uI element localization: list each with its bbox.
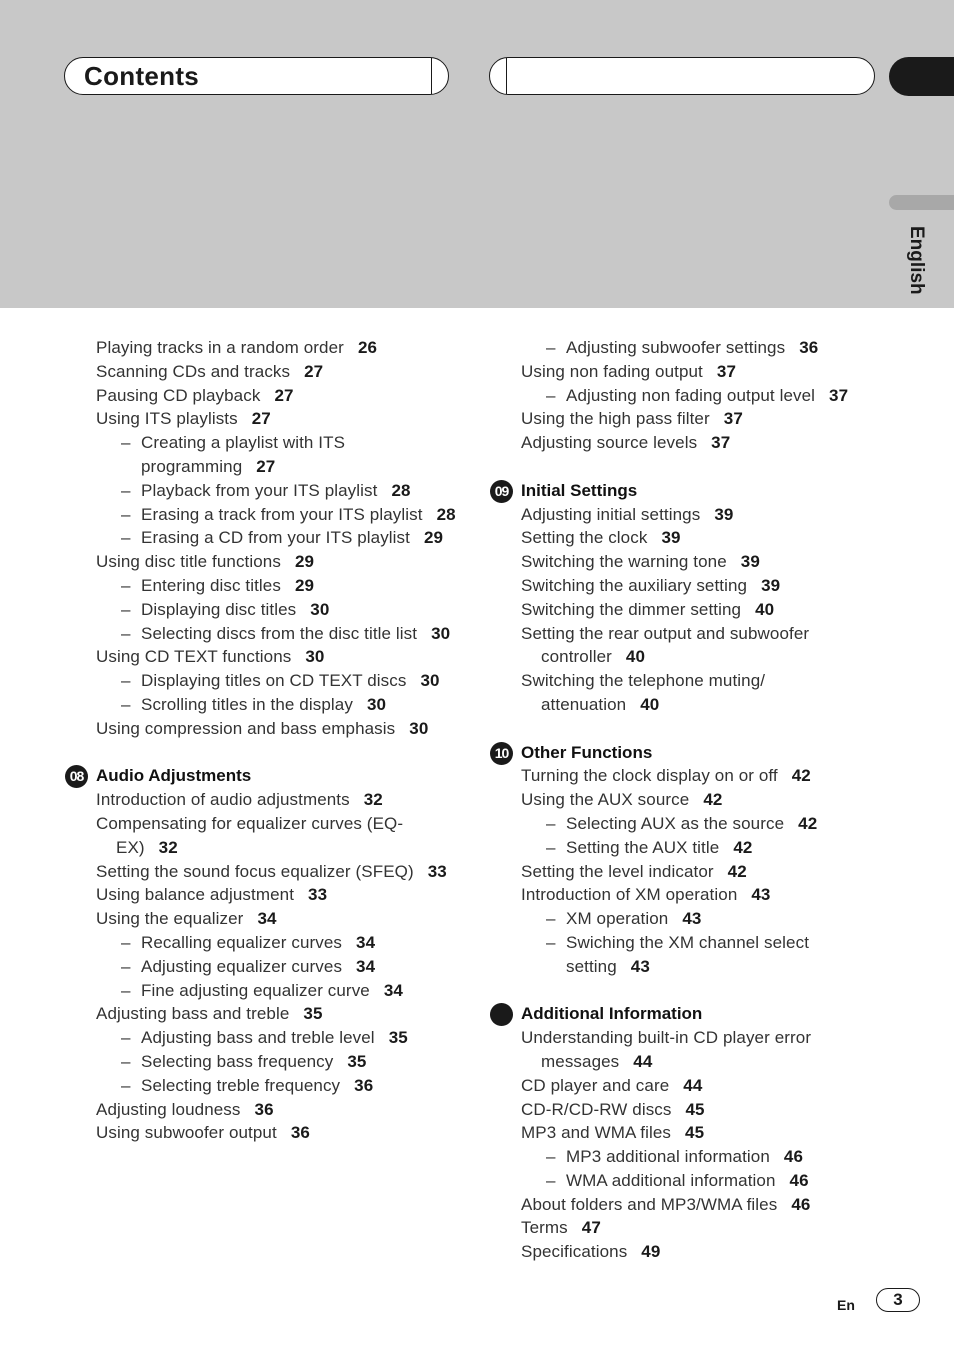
toc-page-number: 47 (581, 1218, 601, 1238)
toc-entry-text: Swiching the XM channel select setting (566, 932, 810, 976)
toc-entry[interactable] (521, 1098, 881, 1122)
subentry-dash: – (546, 813, 556, 833)
toc-entry[interactable] (521, 1240, 881, 1264)
toc-page-number: 32 (363, 790, 383, 810)
toc-entry-text: Using the equalizer (96, 909, 244, 929)
toc-page-number: 30 (366, 694, 387, 714)
toc-page-number: 35 (388, 1028, 408, 1048)
toc-right-column (494, 336, 881, 1264)
toc-entry-text: Switching the warning tone (521, 552, 727, 572)
subentry-dash: – (121, 433, 131, 453)
toc-entry-text: Switching the dimmer setting (521, 599, 742, 619)
toc-entry-text: Compensating for equalizer curves (EQ-EX) (96, 813, 404, 857)
toc-entry[interactable] (96, 717, 456, 741)
toc-page-number: 42 (791, 766, 811, 786)
toc-entry-text: Specifications (521, 1242, 628, 1262)
toc-entry-text: Adjusting initial settings (521, 504, 701, 524)
toc-entry[interactable] (96, 645, 456, 669)
toc-entry-text: Setting the level indicator (521, 861, 714, 881)
subentry-dash: – (546, 837, 556, 857)
toc-page-number: 37 (723, 409, 743, 429)
language-label: English (906, 226, 927, 295)
toc-entry[interactable] (521, 526, 881, 550)
toc-entry[interactable] (521, 1193, 881, 1217)
toc-entry[interactable] (96, 860, 456, 884)
toc-entry-text: Introduction of audio adjustments (96, 790, 350, 810)
toc-page-number: 27 (304, 361, 324, 381)
toc-page-number: 33 (308, 885, 328, 905)
toc-page-number: 35 (347, 1051, 367, 1071)
toc-entry[interactable] (521, 598, 881, 622)
toc-page-number: 26 (357, 338, 378, 357)
toc-page-number: 45 (685, 1123, 705, 1143)
toc-entry-text: Adjusting source levels (521, 433, 698, 453)
toc-entry-text: Using the AUX source (521, 790, 690, 810)
toc-entry-text: XM operation (566, 909, 669, 929)
toc-entry[interactable] (96, 788, 456, 812)
toc-entry[interactable] (96, 907, 456, 931)
toc-subentry[interactable] (521, 336, 881, 360)
toc-entry-text: Entering disc titles (141, 575, 281, 595)
toc-entry[interactable] (521, 883, 881, 907)
toc-entry-text: Adjusting loudness (96, 1099, 241, 1119)
section-number-badge (490, 1003, 513, 1026)
toc-page-number: 30 (431, 623, 451, 643)
toc-subentry[interactable] (521, 812, 881, 836)
toc-entry-text: Switching the auxiliary setting (521, 575, 748, 595)
toc-entry-text: Fine adjusting equalizer curve (141, 980, 370, 1000)
section-heading (494, 479, 881, 503)
toc-subentry[interactable] (96, 955, 456, 979)
blank-box-divider (506, 58, 507, 94)
toc-entry-text: Using non fading output (521, 361, 703, 381)
toc-page-number: 43 (751, 885, 771, 905)
toc-entry-text: Scanning CDs and tracks (96, 361, 291, 381)
toc-page-number: 30 (310, 599, 330, 619)
toc-subentry[interactable] (521, 1145, 881, 1169)
subentry-dash: – (121, 528, 131, 548)
toc-page-number: 30 (420, 671, 440, 691)
toc-page-number: 40 (640, 694, 660, 714)
toc-entry-text: Selecting treble frequency (141, 1075, 341, 1095)
toc-entry-text: WMA additional information (566, 1170, 776, 1190)
toc-page-number: 40 (625, 647, 646, 667)
toc-page-number: 42 (798, 813, 818, 833)
toc-entry[interactable] (521, 431, 881, 455)
toc-page-number: 34 (257, 909, 277, 929)
toc-entry[interactable] (521, 360, 881, 384)
toc-page-number: 29 (294, 552, 315, 572)
toc-entry-text: Playback from your ITS playlist (141, 480, 378, 500)
section-tab-marker (889, 57, 954, 96)
toc-entry-text: Selecting AUX as the source (566, 813, 785, 833)
subentry-dash: – (121, 1028, 131, 1048)
toc-page-number: 34 (356, 956, 376, 976)
toc-subentry[interactable] (96, 622, 456, 646)
toc-entry-text: Displaying titles on CD TEXT discs (141, 671, 407, 691)
toc-entry-text: Adjusting equalizer curves (141, 956, 343, 976)
footer-language-code: En (837, 1297, 855, 1313)
toc-page-number: 42 (733, 837, 753, 857)
subentry-dash: – (546, 932, 556, 952)
toc-entry-text: MP3 and WMA files (521, 1123, 672, 1143)
section-heading (494, 741, 881, 765)
toc-entry[interactable] (521, 788, 881, 812)
section-number-badge: 08 (65, 765, 88, 788)
toc-page-number: 34 (356, 932, 376, 952)
subentry-dash: – (546, 1147, 556, 1167)
toc-entry-text: Using subwoofer output (96, 1123, 277, 1143)
toc-entry-text: Playing tracks in a random order (96, 338, 344, 357)
toc-page-number: 33 (427, 861, 447, 881)
subentry-dash: – (121, 575, 131, 595)
toc-subentry[interactable] (96, 979, 456, 1003)
toc-entry[interactable] (96, 883, 456, 907)
toc-page-number: 39 (761, 575, 781, 595)
toc-entry-text: CD player and care (521, 1075, 670, 1095)
toc-subentry[interactable] (96, 1074, 456, 1098)
title-box-divider (431, 58, 432, 94)
toc-entry[interactable] (96, 1002, 456, 1026)
toc-page-number: 42 (703, 790, 723, 810)
toc-page-number: 46 (789, 1170, 809, 1190)
toc-subentry[interactable] (521, 1169, 881, 1193)
toc-page-number: 36 (354, 1075, 374, 1095)
toc-entry-text: Turning the clock display on or off (521, 766, 778, 786)
toc-entry-text: Scrolling titles in the display (141, 694, 353, 714)
section-heading (521, 1002, 881, 1026)
toc-subentry[interactable] (96, 431, 456, 479)
toc-page-number: 37 (829, 385, 849, 405)
toc-entry-text: Using compression and bass emphasis (96, 718, 396, 738)
toc-entry[interactable] (521, 669, 881, 717)
toc-page-number: 27 (274, 385, 294, 405)
toc-page-number: 29 (423, 528, 444, 548)
toc-page-number: 39 (714, 504, 734, 524)
toc-entry-text: Adjusting bass and treble (96, 1004, 290, 1024)
toc-entry-text: Adjusting bass and treble level (141, 1028, 375, 1048)
toc-page-number: 28 (391, 480, 411, 500)
toc-entry-text: Selecting discs from the disc title list (141, 623, 418, 643)
subentry-dash: – (121, 932, 131, 952)
toc-entry-text: Using disc title functions (96, 552, 281, 572)
toc-entry[interactable] (521, 1121, 881, 1145)
toc-entry-text: Erasing a track from your ITS playlist (141, 504, 423, 524)
toc-entry[interactable] (96, 1098, 456, 1122)
page-title: Contents (84, 61, 200, 91)
toc-entry-text: Setting the clock (521, 528, 648, 548)
toc-page-number: 32 (158, 837, 178, 857)
toc-page-number: 37 (716, 361, 736, 381)
language-tab-marker (889, 195, 954, 210)
subentry-dash: – (121, 504, 131, 524)
toc-entry[interactable] (521, 1216, 881, 1240)
section-title: Initial Settings (521, 480, 638, 500)
toc-page-number: 36 (799, 338, 819, 357)
toc-entry[interactable] (96, 360, 456, 384)
toc-subentry[interactable] (521, 907, 881, 931)
toc-entry-text: Setting the rear output and subwoofer controller (521, 623, 810, 667)
toc-entry-text: Adjusting non fading output level (566, 385, 816, 405)
subentry-dash: – (121, 956, 131, 976)
toc-entry[interactable] (96, 407, 456, 431)
toc-page-number: 36 (254, 1099, 274, 1119)
toc-subentry[interactable] (96, 931, 456, 955)
section-title: Audio Adjustments (96, 766, 252, 786)
toc-subentry[interactable] (96, 1050, 456, 1074)
toc-entry-text: Using CD TEXT functions (96, 647, 292, 667)
subentry-dash: – (121, 599, 131, 619)
subentry-dash: – (121, 671, 131, 691)
toc-page-number: 37 (711, 433, 731, 453)
toc-entry-text: Setting the sound focus equalizer (SFEQ) (96, 861, 414, 881)
toc-entry-text: Erasing a CD from your ITS playlist (141, 528, 410, 548)
toc-entry-text: Terms (521, 1218, 568, 1238)
toc-entry-text: Understanding built-in CD player error messages (521, 1028, 812, 1071)
toc-entry[interactable] (521, 764, 881, 788)
subentry-dash: – (546, 385, 556, 405)
section-title: Other Functions (521, 742, 653, 762)
subentry-dash: – (121, 980, 131, 1000)
toc-page-number: 44 (633, 1051, 653, 1071)
toc-subentry[interactable] (96, 574, 456, 598)
toc-page-number: 30 (409, 718, 429, 738)
toc-page-number: 42 (727, 861, 747, 881)
toc-page-number: 34 (383, 980, 403, 1000)
toc-subentry[interactable] (96, 598, 456, 622)
subentry-dash: – (546, 909, 556, 929)
toc-entry-text: MP3 additional information (566, 1147, 770, 1167)
subentry-dash: – (546, 1170, 556, 1190)
toc-page-number: 27 (251, 409, 271, 429)
toc-entry[interactable] (96, 550, 456, 574)
header-band (0, 0, 954, 308)
toc-subentry[interactable] (521, 836, 881, 860)
toc-page-number: 35 (303, 1004, 323, 1024)
section-number-badge: 10 (490, 742, 513, 765)
toc-entry[interactable] (521, 550, 881, 574)
toc-entry-text: Using balance adjustment (96, 885, 295, 905)
title-box (64, 57, 449, 95)
subentry-dash: – (121, 694, 131, 714)
toc-entry-text: Using the high pass filter (521, 409, 710, 429)
section-number-badge: 09 (490, 480, 513, 503)
toc-entry[interactable] (521, 1074, 881, 1098)
toc-page-number: 46 (791, 1194, 811, 1214)
toc-entry[interactable] (521, 407, 881, 431)
toc-entry[interactable] (96, 1121, 456, 1145)
toc-entry-text: Switching the telephone muting/ attenuation (521, 671, 766, 714)
toc-page-number: 39 (661, 528, 681, 548)
toc-entry-text: Creating a playlist with ITS programming (141, 433, 346, 476)
toc-entry-text: Displaying disc titles (141, 599, 297, 619)
toc-entry-text: Setting the AUX title (566, 837, 720, 857)
toc-subentry[interactable] (96, 503, 456, 527)
toc-page-number: 49 (641, 1242, 661, 1262)
toc-page-number: 36 (290, 1123, 310, 1143)
toc-page-number: 40 (755, 599, 775, 619)
toc-page-number: 30 (305, 647, 325, 667)
page-number: 3 (876, 1288, 920, 1312)
toc-entry-text: About folders and MP3/WMA files (521, 1194, 778, 1214)
toc-page-number: 43 (630, 956, 650, 976)
toc-subentry[interactable] (96, 669, 456, 693)
toc-entry-text: Pausing CD playback (96, 385, 261, 405)
toc-entry[interactable] (96, 812, 456, 860)
toc-entry[interactable] (521, 622, 881, 670)
subentry-dash: – (121, 623, 131, 643)
toc-subentry[interactable] (96, 526, 456, 550)
section-heading (69, 764, 456, 788)
toc-entry[interactable] (521, 574, 881, 598)
toc-page-number: 44 (683, 1075, 703, 1095)
toc-entry[interactable] (96, 384, 456, 408)
blank-header-box (489, 57, 875, 95)
toc-page-number: 28 (436, 504, 456, 524)
toc-subentry[interactable] (521, 931, 881, 979)
section-title: Additional Information (521, 1004, 703, 1024)
toc-page-number: 46 (783, 1147, 803, 1167)
toc-entry-text: Selecting bass frequency (141, 1051, 334, 1071)
toc-entry[interactable] (521, 1026, 881, 1074)
toc-page-number: 39 (740, 552, 760, 572)
toc-page-number: 43 (682, 909, 702, 929)
toc-entry-text: Recalling equalizer curves (141, 932, 343, 952)
subentry-dash: – (121, 1051, 131, 1071)
subentry-dash: – (121, 1075, 131, 1095)
toc-entry-text: Introduction of XM operation (521, 885, 738, 905)
toc-page-number: 27 (256, 456, 276, 476)
toc-subentry[interactable] (96, 479, 456, 503)
toc-left-column (69, 336, 456, 1145)
subentry-dash: – (546, 338, 556, 357)
toc-entry[interactable] (521, 860, 881, 884)
toc-entry[interactable] (521, 503, 881, 527)
toc-subentry[interactable] (521, 384, 881, 408)
toc-subentry[interactable] (96, 1026, 456, 1050)
toc-entry-text: Using ITS playlists (96, 409, 238, 429)
toc-page-number: 45 (685, 1099, 705, 1119)
toc-entry-text: Adjusting subwoofer settings (566, 338, 786, 357)
toc-entry-text: CD-R/CD-RW discs (521, 1099, 672, 1119)
toc-entry[interactable] (96, 336, 456, 360)
toc-page-number: 29 (294, 575, 315, 595)
subentry-dash: – (121, 480, 131, 500)
toc-subentry[interactable] (96, 693, 456, 717)
